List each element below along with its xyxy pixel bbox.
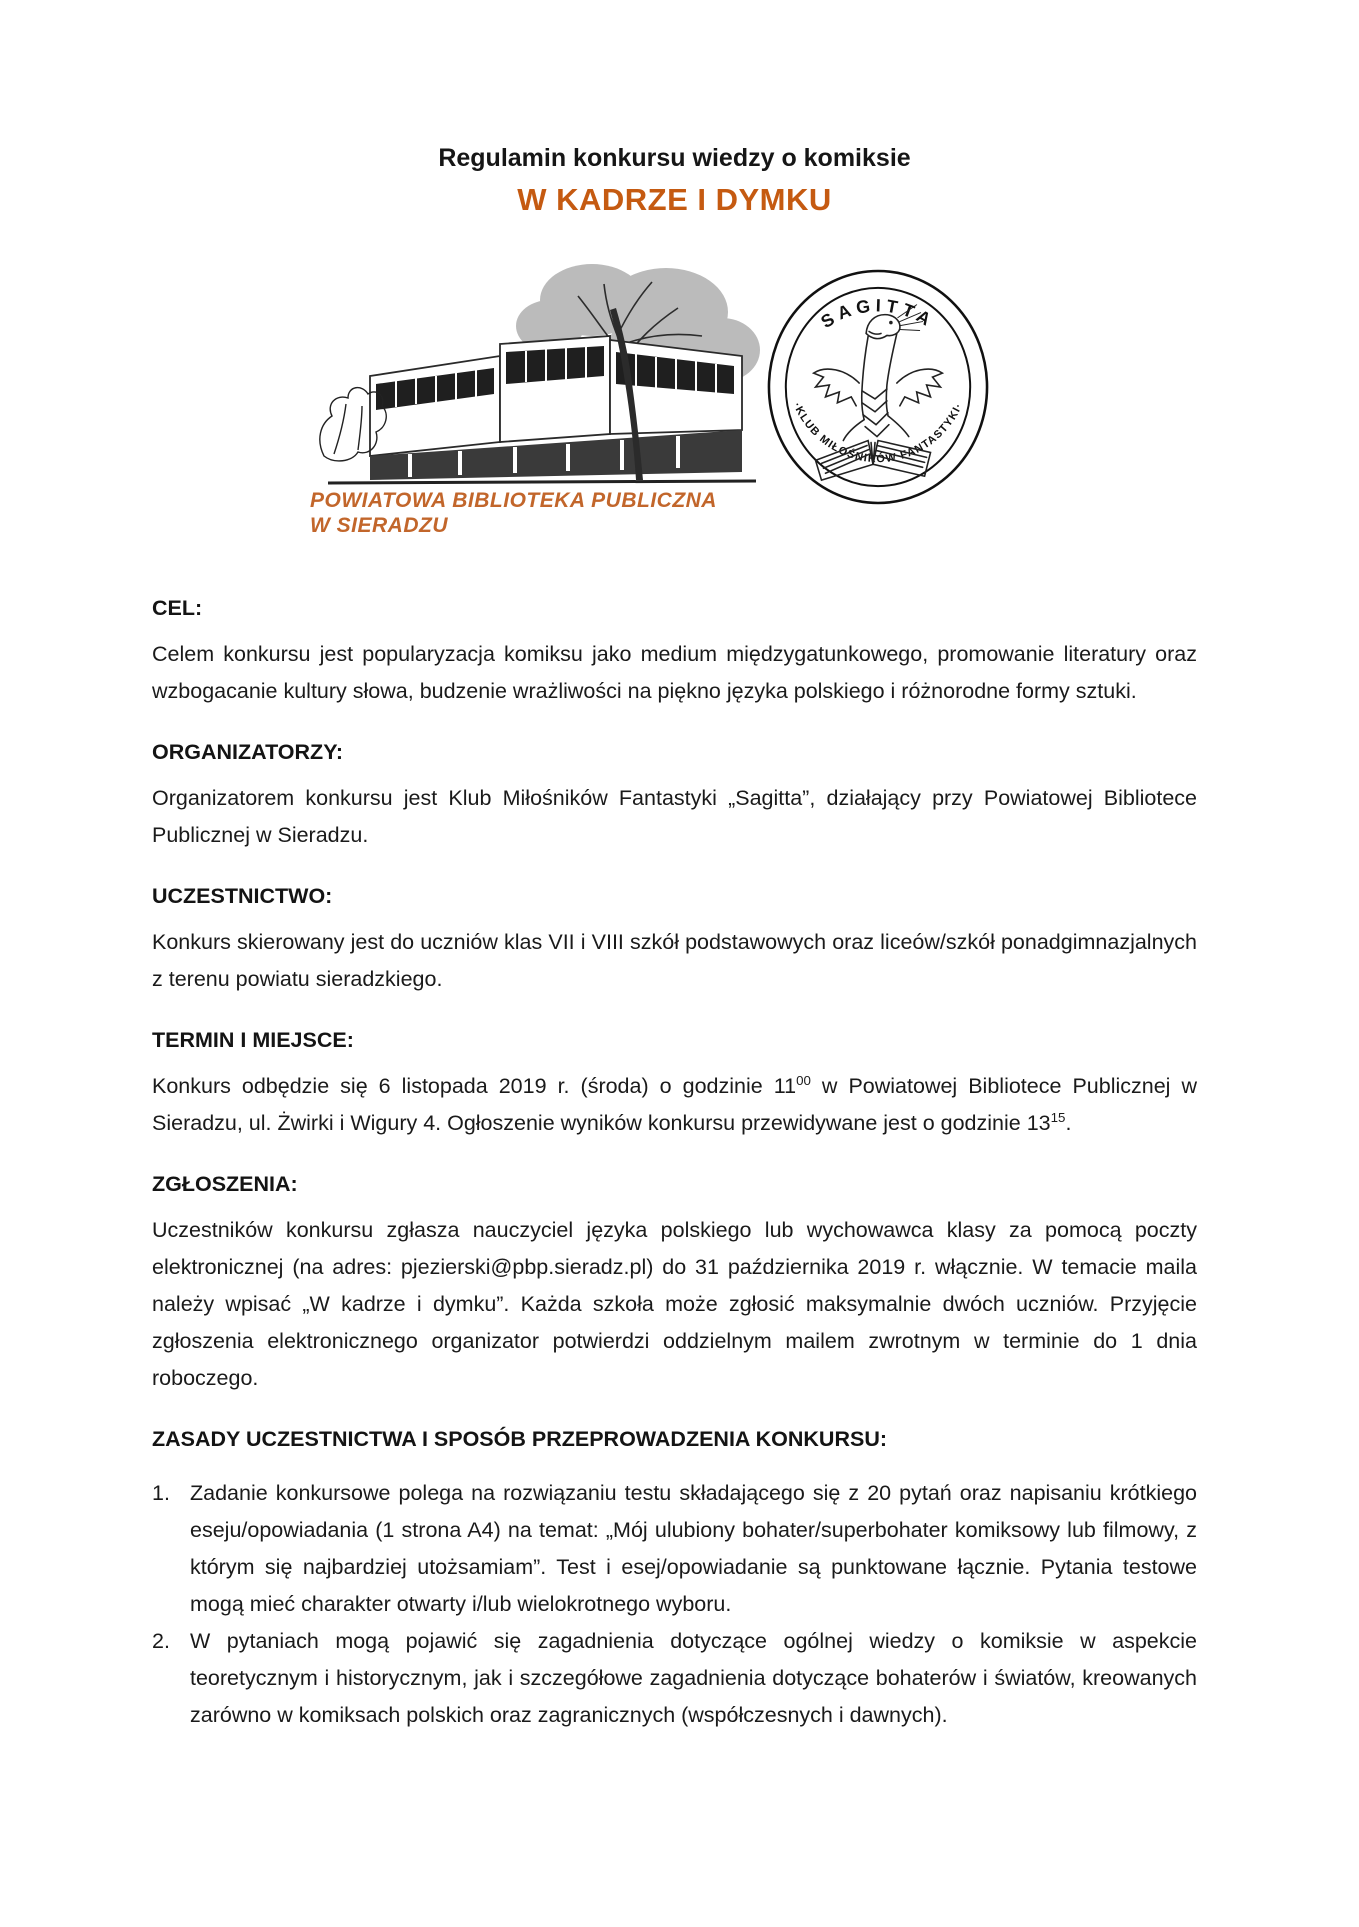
library-caption-line2: W SIERADZU	[310, 514, 448, 538]
library-caption-line1: POWIATOWA BIBLIOTEKA PUBLICZNA	[310, 488, 717, 512]
paragraph-cel: Celem konkursu jest popularyzacja komiksu jako medium międzygatunkowego, promowanie literatury oraz wzbogacanie kultury słowa, budzenie wrażliwości na piękno języka polskiego i różnorodne formy sztuki.	[152, 641, 1197, 703]
title-block	[152, 142, 1197, 218]
dragon-eye	[889, 321, 893, 325]
paragraph-organizatorzy: Organizatorem konkursu jest Klub Miłośników Fantastyki „Sagitta”, działający przy Powiatowej Bibliotece Publicznej w Sieradzu.	[152, 785, 1197, 847]
library-caption	[310, 488, 762, 538]
sagitta-top-arc-text: SAGITTA	[817, 295, 939, 332]
list-item-text: W pytaniach mogą pojawić się zagadnienia dotyczące ogólnej wiedzy o komiksie w aspekcie teoretycznym i historycznym, jak i szczegółowe zagadnienia dotyczące bohaterów i światów, kreowanych zarówno w komiksach polskich oraz zagranicznych (współczesnych i dawnych).	[190, 1628, 1197, 1727]
paragraph-zgloszenia: Uczestników konkursu zgłasza nauczyciel języka polskiego lub wychowawca klasy za pomocą poczty elektronicznej (na adres: pjezierski@pbp.sieradz.pl) do 31 października 2019 r. włącznie. W temacie maila należy wpisać „W kadrze i dymku”. Każda szkoła może zgłosić maksymalnie dwóch uczniów. Przyjęcie zgłoszenia elektronicznego organizator potwierdzi oddzielnym mailem zwrotnym w terminie do 1 dnia roboczego.	[152, 1217, 1197, 1390]
termin-text-3: .	[1065, 1110, 1072, 1135]
list-item-text: Zadanie konkursowe polega na rozwiązaniu testu składającego się z 20 pytań oraz napisaniu krótkiego eseju/opowiadania (1 strona A4) na temat: „Mój ulubiony bohater/superbohater komiksowy lub filmowy, z którym się najbardziej utożsamiam”. Test i esej/opowiadanie są punktowane łącznie. Pytania testowe mogą mieć charakter otwarty i/lub wielokrotnego wyboru.	[190, 1480, 1197, 1616]
termin-superscript-hour-2: 15	[1050, 1109, 1066, 1125]
rules-list	[152, 1475, 1197, 1734]
list-item-number: 2.	[152, 1628, 170, 1653]
paragraph-uczestnictwo: Konkurs skierowany jest do uczniów klas VII i VIII szkół podstawowych oraz liceów/szkół ponadgimnazjalnych z terenu powiatu sieradzkiego.	[152, 929, 1197, 991]
logos-row	[152, 244, 1197, 566]
sagitta-logo	[764, 266, 992, 508]
library-logo	[310, 244, 762, 538]
termin-text-2: w Powiatowej Bibliotece Publicznej w Sieradzu, ul. Żwirki i Wigury 4. Ogłoszenie wyników konkursu przewidywane jest o godzinie 13	[152, 1073, 1197, 1135]
section-heading-termin: TERMIN I MIEJSCE:	[152, 1027, 354, 1052]
sagitta-bottom-arc-text: ·KLUB MIŁOŚNIKÓW FANTASTYKI·	[790, 400, 966, 466]
section-heading-zgloszenia: ZGŁOSZENIA:	[152, 1171, 298, 1196]
termin-text-1: Konkurs odbędzie się 6 listopada 2019 r. (środa) o godzinie 11	[152, 1073, 797, 1098]
page-subtitle: W KADRZE I DYMKU	[517, 181, 832, 217]
list-item	[152, 1475, 1197, 1623]
sagitta-emblem-illustration	[764, 266, 992, 508]
section-heading-uczestnictwo: UCZESTNICTWO:	[152, 883, 333, 908]
section-heading-organizatorzy: ORGANIZATORZY:	[152, 739, 344, 764]
paragraph-termin	[152, 1068, 1197, 1142]
section-heading-zasady: ZASADY UCZESTNICTWA I SPOSÓB PRZEPROWADZENIA KONKURSU:	[152, 1426, 888, 1451]
list-item-number: 1.	[152, 1480, 170, 1505]
page-title: Regulamin konkursu wiedzy o komiksie	[438, 144, 911, 172]
library-building-illustration	[310, 244, 762, 486]
caption-divider	[328, 481, 756, 483]
termin-superscript-hour-1: 00	[796, 1072, 811, 1088]
list-item	[152, 1623, 1197, 1734]
section-heading-cel: CEL:	[152, 595, 203, 620]
